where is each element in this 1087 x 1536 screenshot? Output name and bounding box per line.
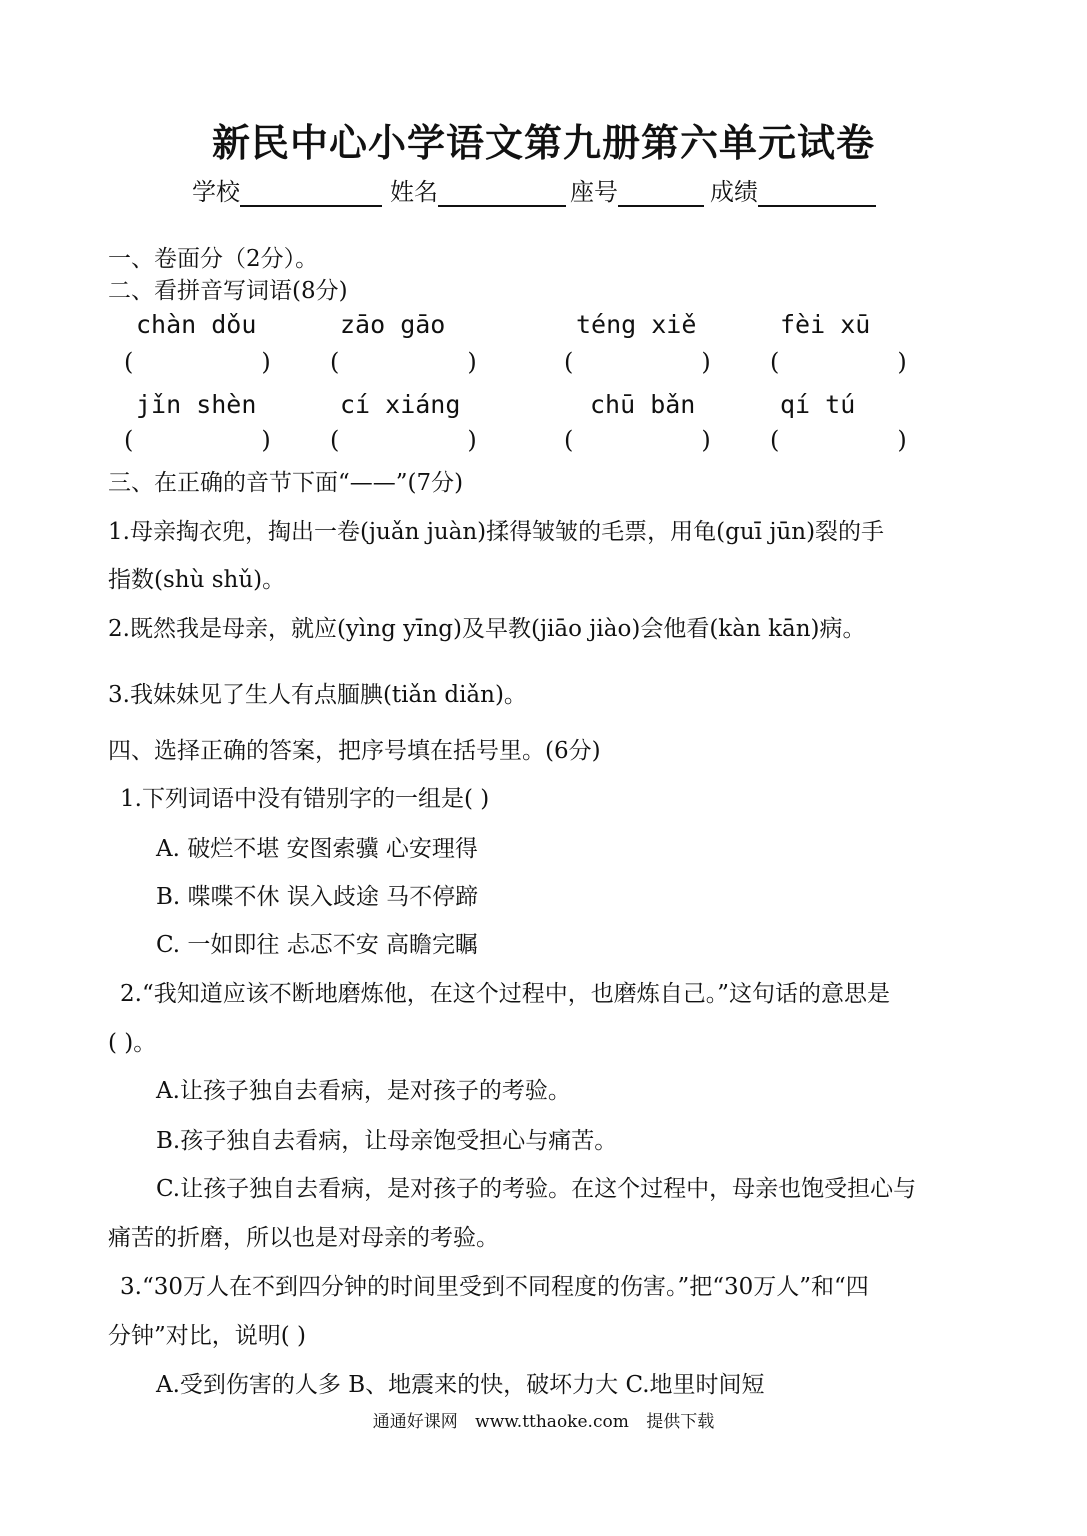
pinyin-word: chàn dǒu: [136, 310, 257, 339]
answer-box[interactable]: ( ): [330, 426, 477, 454]
pinyin-word: téng xiě: [576, 310, 697, 339]
answer-box[interactable]: ( ): [124, 348, 271, 376]
page-title: 新民中心小学语文第九册第六单元试卷: [211, 120, 875, 165]
pinyin-word: jǐn shèn: [136, 390, 257, 419]
answer-box[interactable]: ( ): [770, 426, 907, 454]
part4-question-3-line2: 分钟”对比，说明( ): [108, 1323, 307, 1349]
part4-question-3-line1: 3.“30万人在不到四分钟的时间里受到不同程度的伤害。”把“30万人”和“四: [120, 1274, 869, 1300]
score-blank[interactable]: [758, 181, 876, 207]
part4-q2-option-c-continued: 痛苦的折磨，所以也是对母亲的考验。: [108, 1225, 499, 1251]
part4-q1-option-a[interactable]: A. 破烂不堪 安图索骥 心安理得: [156, 836, 478, 862]
school-blank[interactable]: [240, 181, 382, 207]
part4-q2-option-b[interactable]: B.孩子独自去看病，让母亲饱受担心与痛苦。: [156, 1128, 618, 1154]
school-label: 学校: [192, 178, 240, 206]
part3-question-1-line2: 指数(shù shǔ)。: [108, 567, 286, 593]
answer-box[interactable]: ( ): [330, 348, 477, 376]
seat-blank[interactable]: [618, 181, 704, 207]
part3-question-1-line1: 1.母亲掏衣兜，掏出一卷(juǎn juàn)揉得皱皱的毛票，用龟(guī jūn)裂的手: [108, 519, 885, 545]
seat-field[interactable]: [570, 172, 704, 207]
part4-question-2-line1: 2.“我知道应该不断地磨炼他，在这个过程中，也磨炼自己。”这句话的意思是: [120, 981, 890, 1007]
section-4-heading: 四、选择正确的答案，把序号填在括号里。(6分): [108, 738, 601, 764]
answer-box[interactable]: ( ): [564, 348, 711, 376]
answer-box[interactable]: ( ): [770, 348, 907, 376]
score-label: 成绩: [710, 178, 758, 206]
school-field[interactable]: [192, 172, 382, 207]
name-blank[interactable]: [438, 181, 566, 207]
answer-box[interactable]: ( ): [564, 426, 711, 454]
footer-url[interactable]: www.tthaoke.com: [475, 1412, 629, 1432]
answer-box[interactable]: ( ): [124, 426, 271, 454]
pinyin-word: cí xiáng: [340, 390, 461, 419]
part4-q2-option-c[interactable]: C.让孩子独自去看病，是对孩子的考验。在这个过程中，母亲也饱受担心与: [156, 1176, 917, 1202]
pinyin-word: zāo gāo: [340, 310, 446, 339]
footer: [0, 1407, 1087, 1432]
part4-q1-option-b[interactable]: B. 喋喋不休 误入歧途 马不停蹄: [156, 884, 479, 910]
pinyin-word: qí tú: [780, 390, 856, 419]
footer-note: 提供下载: [646, 1412, 715, 1432]
section-2-heading: 二、看拼音写词语(8分): [108, 278, 348, 304]
seat-label: 座号: [570, 178, 618, 206]
part4-question-2-line2: ( )。: [108, 1030, 157, 1056]
part4-q1-option-c[interactable]: C. 一如即往 忐忑不安 高瞻完瞩: [156, 932, 479, 958]
name-field[interactable]: [390, 172, 566, 207]
part3-question-3: 3.我妹妹见了生人有点腼腆(tiǎn diǎn)。: [108, 682, 527, 708]
score-field[interactable]: [710, 172, 876, 207]
part4-q2-option-a[interactable]: A.让孩子独自去看病，是对孩子的考验。: [156, 1078, 571, 1104]
section-3-heading: 三、在正确的音节下面“——”(7分): [108, 470, 464, 496]
pinyin-word: fèi xū: [780, 310, 871, 339]
part4-q3-options[interactable]: A.受到伤害的人多 B、地震来的快，破坏力大 C.地里时间短: [156, 1372, 765, 1398]
pinyin-word: chū bǎn: [590, 390, 696, 419]
part4-question-1: 1.下列词语中没有错别字的一组是( ): [120, 786, 490, 812]
part3-question-2: 2.既然我是母亲，就应(yìng yīng)及早教(jiāo jiào)会他看(kàn kān)病。: [108, 616, 866, 642]
section-1-heading: 一、卷面分（2分）。: [108, 246, 319, 272]
footer-site-name: 通通好课网: [372, 1412, 458, 1432]
name-label: 姓名: [390, 178, 438, 206]
